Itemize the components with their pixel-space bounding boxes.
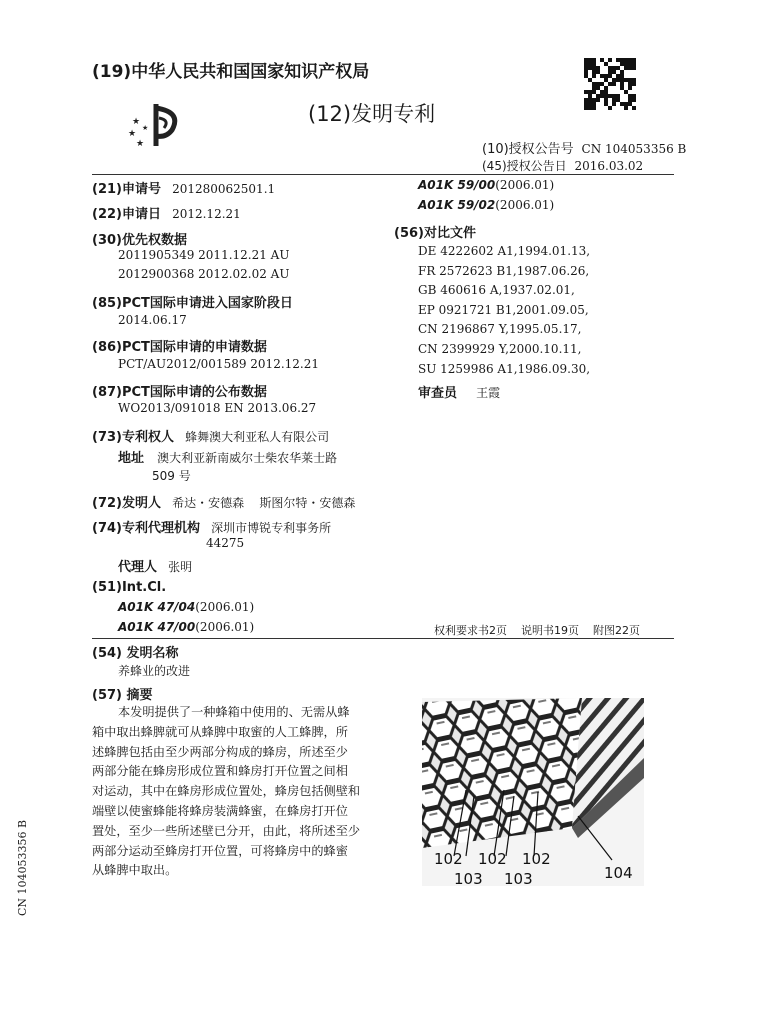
examiner-value: 王霞 (476, 386, 501, 400)
abstract-line: 述蜂脾包括由至少两部分构成的蜂房，所述至少 (92, 744, 348, 759)
invention-title: 养蜂业的改进 (118, 664, 191, 678)
int-cl-version: (2006.01) (495, 198, 555, 212)
publication-number-label: (10)授权公告号 (482, 142, 574, 157)
int-cl-item (118, 620, 254, 634)
abstract-line: 对运动，其中在蜂房形成位置处，蜂房包括侧壁和 (92, 784, 361, 799)
abstract-line: 从蜂脾中取出。 (92, 863, 178, 878)
header-divider (92, 174, 674, 175)
int-cl-code: A01K 59/02 (418, 198, 496, 212)
page-counts: 权利要求书2页 说明书19页 附图22页 (434, 624, 640, 637)
abstract-figure (422, 698, 644, 886)
priority-label: (30)优先权数据 (92, 233, 187, 248)
pct-publication-value: WO2013/091018 EN 2013.06.27 (118, 401, 317, 415)
priority-line: 2011905349 2011.12.21 AU (118, 248, 290, 262)
svg-text:★: ★ (142, 124, 149, 132)
svg-text:★: ★ (128, 129, 137, 139)
application-number-label: (21)申请号 (92, 182, 161, 197)
int-cl-continued (418, 178, 554, 192)
abstract-line: 两部分能在蜂房形成位置和蜂房打开位置之间相 (92, 764, 348, 779)
examiner (418, 382, 500, 401)
agent-value: 张明 (168, 560, 193, 574)
references-label: (56)对比文件 (394, 226, 476, 241)
pct-application-label: (86)PCT国际申请的申请数据 (92, 340, 267, 355)
abstract-text (92, 703, 392, 881)
pct-publication-label: (87)PCT国际申请的公布数据 (92, 385, 267, 400)
address-line: 509 号 (152, 469, 191, 483)
application-date (92, 203, 241, 222)
abstract-label: (57) 摘要 (92, 688, 153, 703)
figure-label: 102 (522, 850, 551, 868)
publication-date: 2016.03.02 (574, 159, 644, 173)
patentee-label: (73)专利权人 (92, 430, 174, 445)
reference-item: FR 2572623 B1,1987.06.26, (418, 263, 590, 278)
application-number (92, 178, 275, 197)
section-divider (92, 638, 674, 639)
agency-code: 44275 (206, 536, 245, 550)
application-number-value: 201280062501.1 (172, 182, 276, 196)
figure-label: 103 (504, 870, 533, 886)
agent (118, 556, 192, 575)
agent-label: 代理人 (118, 560, 158, 575)
figure-label: 102 (478, 850, 507, 868)
reference-item: SU 1259986 A1,1986.09.30, (418, 361, 591, 376)
reference-item: DE 4222602 A1,1994.01.13, (418, 244, 591, 258)
abstract-line: 端壁以使蜜蜂能将蜂房装满蜂蜜，在蜂房打开位 (92, 803, 348, 818)
int-cl-item (118, 600, 254, 614)
int-cl-label: (51)Int.Cl. (92, 580, 167, 595)
address-label: 地址 (118, 451, 145, 466)
pct-entry-value: 2014.06.17 (118, 313, 187, 327)
abstract-line: 本发明提供了一种蜂箱中使用的、无需从蜂 (118, 705, 350, 719)
reference-item: CN 2196867 Y,1995.05.17, (418, 322, 582, 337)
agency-value: 深圳市博锐专利事务所 (211, 521, 332, 535)
publication-number: CN 104053356 B (581, 142, 687, 156)
publication-number-row (482, 138, 686, 157)
side-patent-number: CN 104053356 B (16, 819, 29, 916)
application-date-label: (22)申请日 (92, 207, 161, 222)
int-cl-continued (418, 198, 554, 212)
int-cl-code: A01K 59/00 (418, 178, 496, 192)
figure-label: 103 (454, 870, 483, 886)
figure-label: 102 (434, 850, 463, 868)
int-cl-version: (2006.01) (495, 178, 555, 192)
document-type: (12)发明专利 (308, 102, 436, 126)
figure-label: 104 (604, 864, 633, 882)
qr-code (584, 58, 636, 110)
pct-application-value: PCT/AU2012/001589 2012.12.21 (118, 357, 319, 371)
abstract-line: 两部分运动至蜂房打开位置，可将蜂房中的蜂蜜 (92, 843, 348, 858)
inventors (92, 492, 355, 511)
reference-item: EP 0921721 B1,2001.09.05, (418, 302, 589, 317)
inventors-label: (72)发明人 (92, 496, 161, 511)
int-cl-version: (2006.01) (195, 600, 255, 614)
cnipa-logo (126, 100, 186, 152)
inventors-value: 希达・安德森 斯图尔特・安德森 (172, 496, 356, 510)
int-cl-code: A01K 47/04 (118, 600, 196, 614)
agency-label: (74)专利代理机构 (92, 521, 200, 536)
publication-date-label: (45)授权公告日 (482, 159, 567, 173)
agency (92, 517, 331, 536)
svg-text:★: ★ (136, 139, 145, 149)
examiner-label: 审查员 (418, 386, 458, 401)
pct-entry-label: (85)PCT国际申请进入国家阶段日 (92, 296, 293, 311)
priority-line: 2012900368 2012.02.02 AU (118, 267, 290, 281)
office-name: (19)中华人民共和国国家知识产权局 (92, 62, 370, 82)
abstract-line: 置处，至少一些所述壁已分开，由此，将所述至少 (92, 823, 361, 838)
application-date-value: 2012.12.21 (172, 207, 241, 221)
svg-text:★: ★ (132, 117, 141, 127)
address (118, 447, 337, 466)
reference-item: GB 460616 A,1937.02.01, (418, 283, 575, 298)
invention-title-label: (54) 发明名称 (92, 646, 179, 661)
address-line: 澳大利亚新南威尔士柴农华莱士路 (157, 451, 338, 465)
patentee (92, 426, 329, 445)
int-cl-code: A01K 47/00 (118, 620, 196, 634)
publication-date-row (482, 157, 643, 174)
reference-item: CN 2399929 Y,2000.10.11, (418, 341, 582, 356)
reference-list (418, 242, 590, 379)
abstract-line: 箱中取出蜂脾就可从蜂脾中取蜜的人工蜂脾，所 (92, 724, 348, 739)
patentee-value: 蜂舞澳大利亚私人有限公司 (185, 430, 330, 444)
int-cl-version: (2006.01) (195, 620, 255, 634)
